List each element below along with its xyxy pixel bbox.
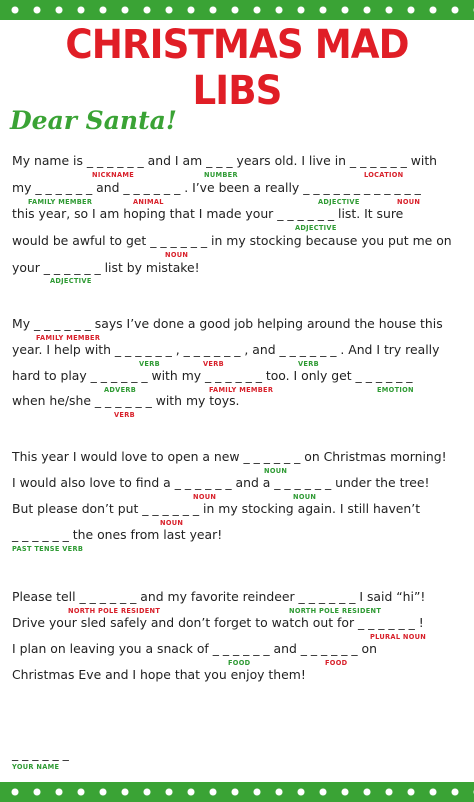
story-line: Drive your sled safely and don’t forget to watch out for _ _ _ _ _ _ ! <box>12 615 424 630</box>
blank-label: NOUN <box>264 467 288 475</box>
blank-label: FAMILY MEMBER <box>209 386 274 394</box>
story-line: Christmas Eve and I hope that you enjoy them! <box>12 667 306 682</box>
blank-label: EMOTION <box>377 386 414 394</box>
story-line: This year I would love to open a new _ _ _ _ _ _ on Christmas morning! <box>12 449 447 464</box>
signature-blank: _ _ _ _ _ _ <box>12 746 69 761</box>
blank-label: NOUN <box>193 493 217 501</box>
story-line: My name is _ _ _ _ _ _ and I am _ _ _ years old. I live in _ _ _ _ _ _ with <box>12 153 438 168</box>
blank-label: NUMBER <box>204 171 238 179</box>
story-line: when he/she _ _ _ _ _ _ with my toys. <box>12 393 240 408</box>
story-line: My _ _ _ _ _ _ says I’ve done a good job helping around the house this <box>12 316 443 331</box>
story-line: But please don’t put _ _ _ _ _ _ in my stocking again. I still haven’t <box>12 501 421 516</box>
blank-label: VERB <box>139 360 160 368</box>
blank-label: ANIMAL <box>133 198 164 206</box>
blank-label: NOUN <box>165 251 189 259</box>
story-line: year. I help with _ _ _ _ _ _ , _ _ _ _ _ _ , and _ _ _ _ _ _ . And I try really <box>12 342 440 357</box>
bottom-decorative-border <box>0 782 474 802</box>
blank-label: NORTH POLE RESIDENT <box>68 607 161 615</box>
blank-label: NOUN <box>293 493 317 501</box>
blank-label: PLURAL NOUN <box>370 633 427 641</box>
blank-label: FAMILY MEMBER <box>28 198 93 206</box>
blank-label: NOUN <box>160 519 184 527</box>
blank-label: FAMILY MEMBER <box>36 334 101 342</box>
blank-label: PAST TENSE VERB <box>12 545 84 553</box>
blank-label: VERB <box>114 411 135 419</box>
blank-label: NICKNAME <box>92 171 135 179</box>
blank-label: NOUN <box>397 198 421 206</box>
page-title: CHRISTMAS MAD LIBS <box>65 22 409 114</box>
blank-label: LOCATION <box>364 171 404 179</box>
blank-label: ADJECTIVE <box>318 198 360 206</box>
blank-label: FOOD <box>325 659 348 667</box>
blank-label: VERB <box>203 360 224 368</box>
story-line: hard to play _ _ _ _ _ _ with my _ _ _ _ _ _ too. I only get _ _ _ _ _ _ <box>12 368 413 383</box>
story-line: this year, so I am hoping that I made your _ _ _ _ _ _ list. It sure <box>12 206 404 221</box>
blank-label: ADJECTIVE <box>50 277 92 285</box>
greeting-heading: Dear Santa! <box>10 106 177 135</box>
story-line: I would also love to find a _ _ _ _ _ _ and a _ _ _ _ _ _ under the tree! <box>12 475 430 490</box>
blank-label: ADVERB <box>104 386 137 394</box>
blank-label: NORTH POLE RESIDENT <box>289 607 382 615</box>
story-line: I plan on leaving you a snack of _ _ _ _ _ _ and _ _ _ _ _ _ on <box>12 641 377 656</box>
story-line: would be awful to get _ _ _ _ _ _ in my stocking because you put me on <box>12 233 452 248</box>
blank-label: FOOD <box>228 659 251 667</box>
top-decorative-border <box>0 0 474 20</box>
your-name-label: YOUR NAME <box>12 763 60 771</box>
story-line: Please tell _ _ _ _ _ _ and my favorite reindeer _ _ _ _ _ _ I said “hi”! <box>12 589 426 604</box>
story-line: _ _ _ _ _ _ the ones from last year! <box>12 527 223 542</box>
story-line: my _ _ _ _ _ _ and _ _ _ _ _ _ . I’ve been a really _ _ _ _ _ _ _ _ _ _ _ _ <box>12 180 421 195</box>
blank-label: VERB <box>298 360 319 368</box>
blank-label: ADJECTIVE <box>295 224 337 232</box>
story-line: your _ _ _ _ _ _ list by mistake! <box>12 260 200 275</box>
